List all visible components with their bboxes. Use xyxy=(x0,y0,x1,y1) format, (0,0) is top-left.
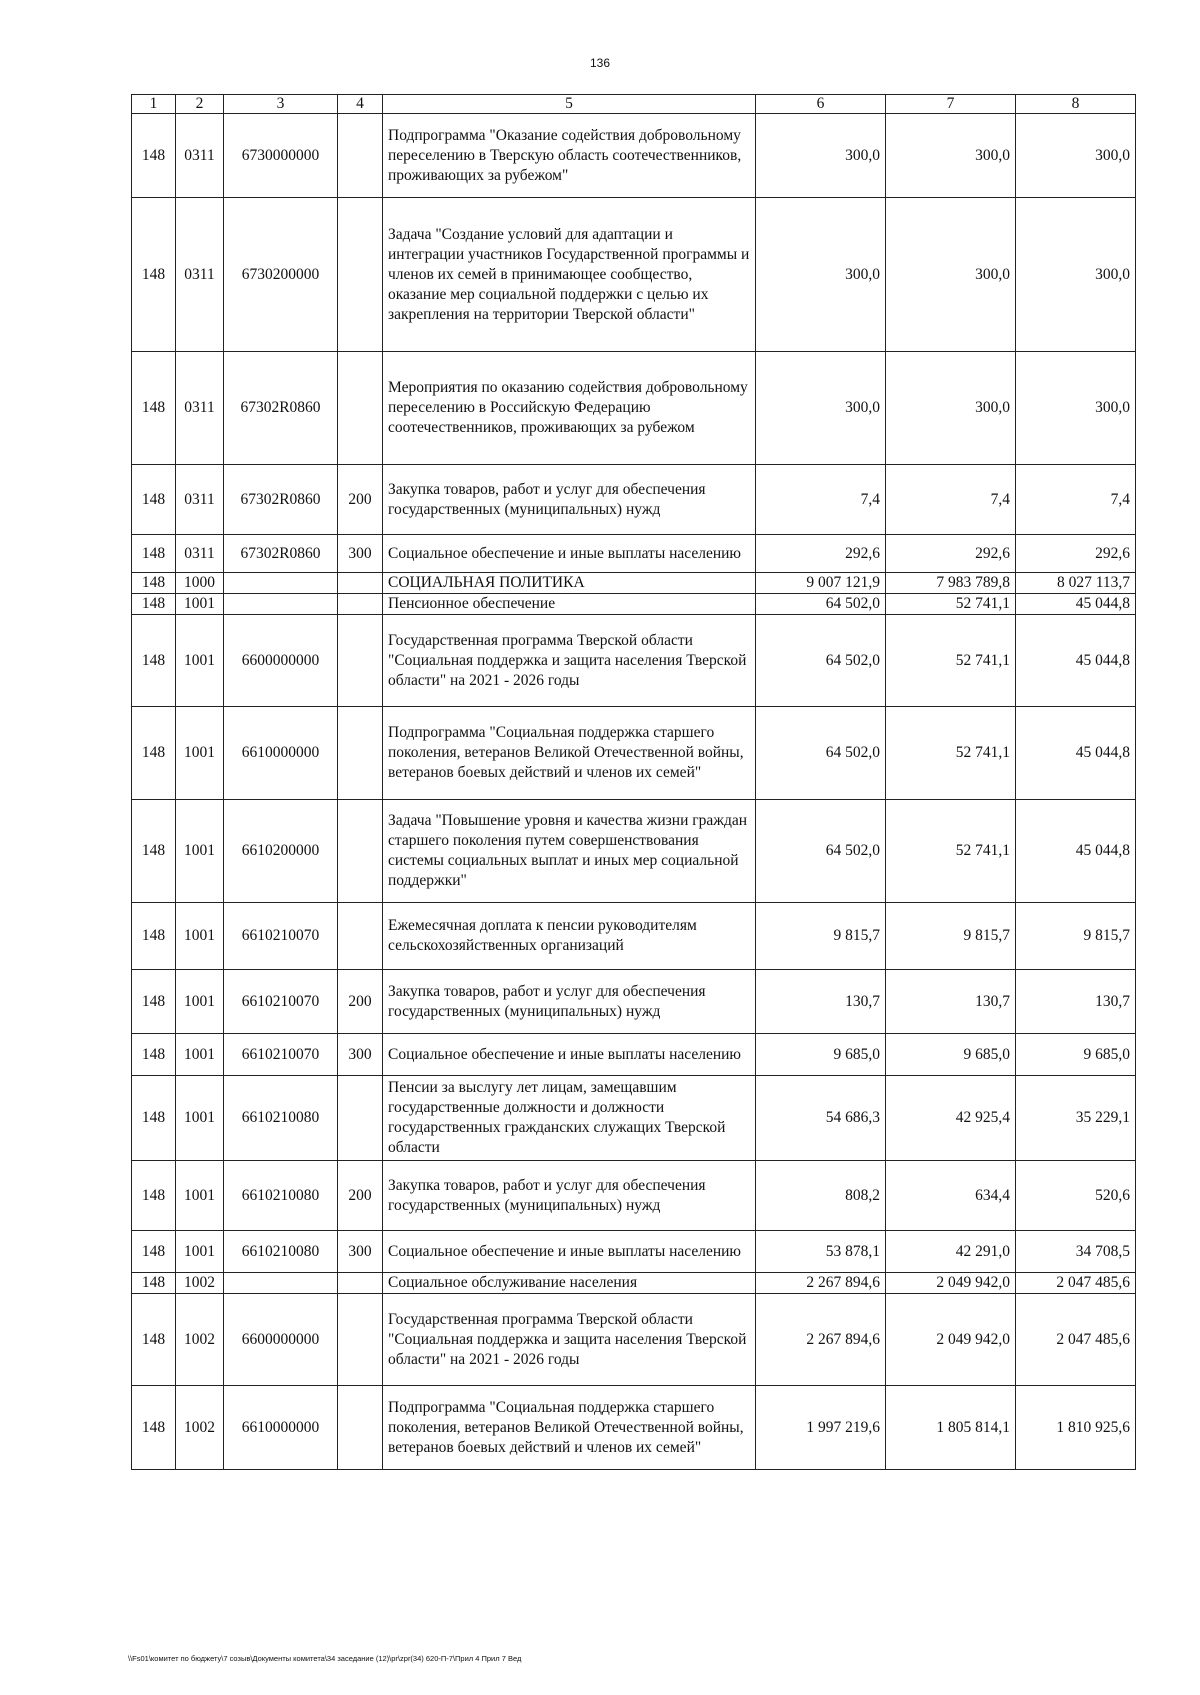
chapter-code-cell: 148 xyxy=(132,707,176,800)
amount-year3-cell: 300,0 xyxy=(1016,352,1136,465)
name-cell: Закупка товаров, работ и услуг для обеспечения государственных (муниципальных) нужд xyxy=(383,970,756,1034)
chapter-code-cell: 148 xyxy=(132,903,176,970)
expense-type-cell xyxy=(338,615,383,707)
section-code-cell: 1002 xyxy=(176,1273,224,1294)
table-row xyxy=(132,465,1136,535)
amount-year3-cell: 45 044,8 xyxy=(1016,594,1136,615)
table-row xyxy=(132,707,1136,800)
amount-year2-cell: 7 983 789,8 xyxy=(886,573,1016,594)
expense-type-cell xyxy=(338,352,383,465)
name-cell: Социальное обеспечение и иные выплаты населению xyxy=(383,1034,756,1076)
amount-year1-cell: 300,0 xyxy=(756,198,886,352)
section-code-cell: 1001 xyxy=(176,903,224,970)
amount-year2-cell: 2 049 942,0 xyxy=(886,1273,1016,1294)
chapter-code-cell: 148 xyxy=(132,1034,176,1076)
chapter-code-cell: 148 xyxy=(132,800,176,903)
table-row xyxy=(132,535,1136,573)
table-row xyxy=(132,800,1136,903)
section-code-cell: 1001 xyxy=(176,615,224,707)
amount-year1-cell: 64 502,0 xyxy=(756,615,886,707)
expense-type-cell: 200 xyxy=(338,1161,383,1231)
name-cell: Мероприятия по оказанию содействия добровольному переселению в Российскую Федерацию соотечественников, проживающих за рубежом xyxy=(383,352,756,465)
section-code-cell: 1001 xyxy=(176,1076,224,1161)
section-code-cell: 0311 xyxy=(176,352,224,465)
amount-year1-cell: 292,6 xyxy=(756,535,886,573)
chapter-code-cell: 148 xyxy=(132,594,176,615)
amount-year3-cell: 45 044,8 xyxy=(1016,707,1136,800)
amount-year2-cell: 292,6 xyxy=(886,535,1016,573)
chapter-code-cell: 148 xyxy=(132,615,176,707)
expense-type-cell xyxy=(338,800,383,903)
table-row xyxy=(132,573,1136,594)
name-cell: Задача "Повышение уровня и качества жизни граждан старшего поколения путем совершенствования системы социальных выплат и иных мер социальной поддержки" xyxy=(383,800,756,903)
target-item-cell: 6610200000 xyxy=(224,800,338,903)
chapter-code-cell: 148 xyxy=(132,1294,176,1386)
amount-year2-cell: 9 815,7 xyxy=(886,903,1016,970)
amount-year1-cell: 130,7 xyxy=(756,970,886,1034)
name-cell: Подпрограмма "Социальная поддержка старшего поколения, ветеранов Великой Отечественной войны, ветеранов боевых действий и членов их семей" xyxy=(383,1386,756,1470)
target-item-cell: 6610000000 xyxy=(224,1386,338,1470)
chapter-code-cell: 148 xyxy=(132,352,176,465)
table-row xyxy=(132,1076,1136,1161)
amount-year2-cell: 2 049 942,0 xyxy=(886,1294,1016,1386)
name-cell: Государственная программа Тверской области "Социальная поддержка и защита населения Тверской области" на 2021 - 2026 годы xyxy=(383,1294,756,1386)
amount-year3-cell: 45 044,8 xyxy=(1016,800,1136,903)
section-code-cell: 1001 xyxy=(176,707,224,800)
budget-table xyxy=(131,94,1136,1470)
table-row xyxy=(132,970,1136,1034)
amount-year1-cell: 1 997 219,6 xyxy=(756,1386,886,1470)
amount-year1-cell: 808,2 xyxy=(756,1161,886,1231)
amount-year2-cell: 42 291,0 xyxy=(886,1231,1016,1273)
chapter-code-cell: 148 xyxy=(132,1386,176,1470)
amount-year3-cell: 34 708,5 xyxy=(1016,1231,1136,1273)
section-code-cell: 0311 xyxy=(176,465,224,535)
name-cell: Закупка товаров, работ и услуг для обеспечения государственных (муниципальных) нужд xyxy=(383,465,756,535)
header-cell: 5 xyxy=(383,95,756,114)
expense-type-cell xyxy=(338,1273,383,1294)
amount-year2-cell: 52 741,1 xyxy=(886,707,1016,800)
expense-type-cell: 300 xyxy=(338,1231,383,1273)
chapter-code-cell: 148 xyxy=(132,465,176,535)
amount-year2-cell: 7,4 xyxy=(886,465,1016,535)
header-cell: 1 xyxy=(132,95,176,114)
amount-year2-cell: 52 741,1 xyxy=(886,594,1016,615)
table-row xyxy=(132,1294,1136,1386)
amount-year3-cell: 45 044,8 xyxy=(1016,615,1136,707)
chapter-code-cell: 148 xyxy=(132,198,176,352)
name-cell: Социальное обеспечение и иные выплаты населению xyxy=(383,535,756,573)
expense-type-cell xyxy=(338,1294,383,1386)
amount-year3-cell: 300,0 xyxy=(1016,198,1136,352)
expense-type-cell: 200 xyxy=(338,970,383,1034)
section-code-cell: 1001 xyxy=(176,970,224,1034)
amount-year1-cell: 9 815,7 xyxy=(756,903,886,970)
target-item-cell: 67302R0860 xyxy=(224,535,338,573)
header-row xyxy=(132,95,1136,114)
expense-type-cell xyxy=(338,594,383,615)
amount-year3-cell: 8 027 113,7 xyxy=(1016,573,1136,594)
target-item-cell: 6600000000 xyxy=(224,1294,338,1386)
amount-year3-cell: 2 047 485,6 xyxy=(1016,1273,1136,1294)
expense-type-cell: 300 xyxy=(338,535,383,573)
amount-year2-cell: 130,7 xyxy=(886,970,1016,1034)
table-row xyxy=(132,352,1136,465)
amount-year3-cell: 35 229,1 xyxy=(1016,1076,1136,1161)
amount-year3-cell: 520,6 xyxy=(1016,1161,1136,1231)
header-cell: 2 xyxy=(176,95,224,114)
amount-year1-cell: 2 267 894,6 xyxy=(756,1273,886,1294)
amount-year1-cell: 7,4 xyxy=(756,465,886,535)
target-item-cell: 67302R0860 xyxy=(224,352,338,465)
target-item-cell xyxy=(224,594,338,615)
name-cell: Закупка товаров, работ и услуг для обеспечения государственных (муниципальных) нужд xyxy=(383,1161,756,1231)
header-cell: 6 xyxy=(756,95,886,114)
amount-year3-cell: 9 815,7 xyxy=(1016,903,1136,970)
amount-year3-cell: 2 047 485,6 xyxy=(1016,1294,1136,1386)
amount-year1-cell: 300,0 xyxy=(756,352,886,465)
chapter-code-cell: 148 xyxy=(132,1273,176,1294)
amount-year2-cell: 42 925,4 xyxy=(886,1076,1016,1161)
amount-year3-cell: 1 810 925,6 xyxy=(1016,1386,1136,1470)
target-item-cell: 6600000000 xyxy=(224,615,338,707)
name-cell: Государственная программа Тверской области "Социальная поддержка и защита населения Тверской области" на 2021 - 2026 годы xyxy=(383,615,756,707)
expense-type-cell xyxy=(338,707,383,800)
section-code-cell: 1001 xyxy=(176,1034,224,1076)
expense-type-cell xyxy=(338,573,383,594)
table-row xyxy=(132,1034,1136,1076)
table-row xyxy=(132,903,1136,970)
amount-year1-cell: 54 686,3 xyxy=(756,1076,886,1161)
amount-year2-cell: 634,4 xyxy=(886,1161,1016,1231)
amount-year3-cell: 9 685,0 xyxy=(1016,1034,1136,1076)
target-item-cell: 6610210070 xyxy=(224,903,338,970)
table-row xyxy=(132,198,1136,352)
expense-type-cell xyxy=(338,903,383,970)
amount-year1-cell: 64 502,0 xyxy=(756,594,886,615)
amount-year1-cell: 2 267 894,6 xyxy=(756,1294,886,1386)
name-cell: Подпрограмма "Оказание содействия добровольному переселению в Тверскую область соотечественников, проживающих за рубежом" xyxy=(383,114,756,198)
target-item-cell: 6610210080 xyxy=(224,1231,338,1273)
chapter-code-cell: 148 xyxy=(132,1161,176,1231)
amount-year2-cell: 1 805 814,1 xyxy=(886,1386,1016,1470)
expense-type-cell xyxy=(338,1386,383,1470)
target-item-cell xyxy=(224,573,338,594)
target-item-cell: 6610000000 xyxy=(224,707,338,800)
target-item-cell: 6610210080 xyxy=(224,1076,338,1161)
header-cell: 4 xyxy=(338,95,383,114)
chapter-code-cell: 148 xyxy=(132,1076,176,1161)
expense-type-cell: 200 xyxy=(338,465,383,535)
table-row xyxy=(132,114,1136,198)
name-cell: Подпрограмма "Социальная поддержка старшего поколения, ветеранов Великой Отечественной войны, ветеранов боевых действий и членов их семей" xyxy=(383,707,756,800)
table-row xyxy=(132,1273,1136,1294)
page-number: 136 xyxy=(589,56,611,70)
amount-year1-cell: 9 685,0 xyxy=(756,1034,886,1076)
target-item-cell: 6610210070 xyxy=(224,1034,338,1076)
amount-year3-cell: 130,7 xyxy=(1016,970,1136,1034)
section-code-cell: 1001 xyxy=(176,1161,224,1231)
amount-year1-cell: 300,0 xyxy=(756,114,886,198)
expense-type-cell xyxy=(338,114,383,198)
table-row xyxy=(132,1386,1136,1470)
section-code-cell: 1001 xyxy=(176,1231,224,1273)
amount-year1-cell: 64 502,0 xyxy=(756,800,886,903)
amount-year2-cell: 52 741,1 xyxy=(886,615,1016,707)
table-row xyxy=(132,594,1136,615)
amount-year1-cell: 53 878,1 xyxy=(756,1231,886,1273)
amount-year1-cell: 64 502,0 xyxy=(756,707,886,800)
name-cell: Социальное обслуживание населения xyxy=(383,1273,756,1294)
header-cell: 8 xyxy=(1016,95,1136,114)
chapter-code-cell: 148 xyxy=(132,970,176,1034)
chapter-code-cell: 148 xyxy=(132,573,176,594)
chapter-code-cell: 148 xyxy=(132,1231,176,1273)
table-row xyxy=(132,1231,1136,1273)
section-code-cell: 1001 xyxy=(176,594,224,615)
section-code-cell: 1000 xyxy=(176,573,224,594)
amount-year2-cell: 9 685,0 xyxy=(886,1034,1016,1076)
footer-file-path: \\Fs01\комитет по бюджету\7 созыв\Документы комитета\34 заседание (12)\pr\zpr(34) 620-П-7\Прил 4 Прил 7 Вед xyxy=(128,1654,522,1663)
amount-year2-cell: 300,0 xyxy=(886,114,1016,198)
table-body xyxy=(132,114,1136,1470)
amount-year2-cell: 300,0 xyxy=(886,198,1016,352)
name-cell: Социальное обеспечение и иные выплаты населению xyxy=(383,1231,756,1273)
name-cell: Задача "Создание условий для адаптации и интеграции участников Государственной программы и членов их семей в принимающее сообщество, оказание мер социальной поддержки с целью их закрепления на территории Тверской области" xyxy=(383,198,756,352)
section-code-cell: 1002 xyxy=(176,1386,224,1470)
section-code-cell: 1002 xyxy=(176,1294,224,1386)
name-cell: Ежемесячная доплата к пенсии руководителям сельскохозяйственных организаций xyxy=(383,903,756,970)
table-row xyxy=(132,615,1136,707)
target-item-cell: 67302R0860 xyxy=(224,465,338,535)
target-item-cell: 6730000000 xyxy=(224,114,338,198)
expense-type-cell xyxy=(338,1076,383,1161)
chapter-code-cell: 148 xyxy=(132,535,176,573)
chapter-code-cell: 148 xyxy=(132,114,176,198)
amount-year3-cell: 292,6 xyxy=(1016,535,1136,573)
section-code-cell: 1001 xyxy=(176,800,224,903)
expense-type-cell xyxy=(338,198,383,352)
name-cell: Пенсии за выслугу лет лицам, замещавшим государственные должности и должности государственных гражданских служащих Тверской области xyxy=(383,1076,756,1161)
expense-type-cell: 300 xyxy=(338,1034,383,1076)
target-item-cell: 6730200000 xyxy=(224,198,338,352)
name-cell: СОЦИАЛЬНАЯ ПОЛИТИКА xyxy=(383,573,756,594)
target-item-cell: 6610210080 xyxy=(224,1161,338,1231)
amount-year1-cell: 9 007 121,9 xyxy=(756,573,886,594)
name-cell: Пенсионное обеспечение xyxy=(383,594,756,615)
amount-year3-cell: 300,0 xyxy=(1016,114,1136,198)
section-code-cell: 0311 xyxy=(176,535,224,573)
header-cell: 7 xyxy=(886,95,1016,114)
table-row xyxy=(132,1161,1136,1231)
header-cell: 3 xyxy=(224,95,338,114)
target-item-cell xyxy=(224,1273,338,1294)
amount-year3-cell: 7,4 xyxy=(1016,465,1136,535)
target-item-cell: 6610210070 xyxy=(224,970,338,1034)
section-code-cell: 0311 xyxy=(176,198,224,352)
amount-year2-cell: 300,0 xyxy=(886,352,1016,465)
section-code-cell: 0311 xyxy=(176,114,224,198)
amount-year2-cell: 52 741,1 xyxy=(886,800,1016,903)
